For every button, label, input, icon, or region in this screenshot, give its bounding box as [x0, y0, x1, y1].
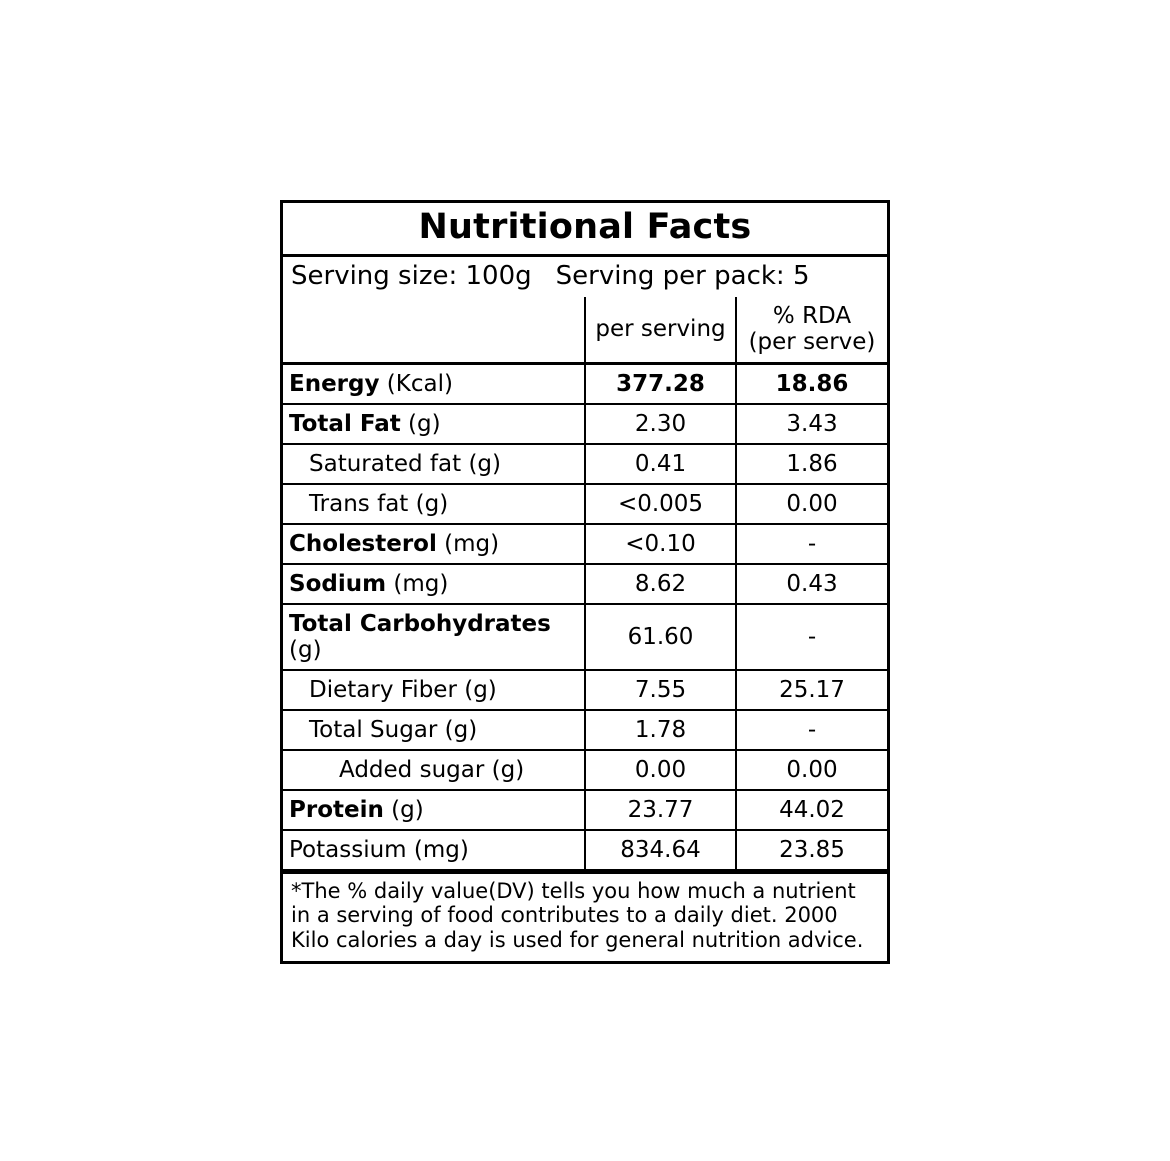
table-row — [283, 444, 887, 484]
nutrient-name-cell: Saturated fat (g) — [283, 444, 585, 484]
rda-value-cell: 0.00 — [736, 484, 887, 524]
nutrient-name-cell: Protein (g) — [283, 790, 585, 830]
nutrition-facts-panel — [280, 200, 890, 964]
header-per-serving: per serving — [585, 297, 736, 363]
per-serving-value-cell: 0.00 — [585, 750, 736, 790]
table-row — [283, 524, 887, 564]
nutrient-name-cell: Energy (Kcal) — [283, 363, 585, 404]
table-row — [283, 790, 887, 830]
nutrient-name-cell: Potassium (mg) — [283, 830, 585, 870]
rda-value-cell: 3.43 — [736, 404, 887, 444]
nutrition-table-body — [283, 297, 887, 870]
per-serving-value-cell: 1.78 — [585, 710, 736, 750]
per-serving-value-cell: 377.28 — [585, 363, 736, 404]
rda-value-cell: - — [736, 524, 887, 564]
table-row — [283, 363, 887, 404]
table-row — [283, 564, 887, 604]
table-row — [283, 670, 887, 710]
per-serving-value-cell: <0.005 — [585, 484, 736, 524]
rda-value-cell: - — [736, 710, 887, 750]
serving-size-text: Serving size: 100g — [291, 260, 532, 291]
per-serving-value-cell: 0.41 — [585, 444, 736, 484]
table-row — [283, 710, 887, 750]
nutrient-name-cell: Total Fat (g) — [283, 404, 585, 444]
per-serving-value-cell: 834.64 — [585, 830, 736, 870]
page-title: Nutritional Facts — [418, 207, 752, 247]
rda-value-cell: 0.00 — [736, 750, 887, 790]
rda-value-cell: 25.17 — [736, 670, 887, 710]
nutrient-name-cell: Added sugar (g) — [283, 750, 585, 790]
rda-value-cell: 0.43 — [736, 564, 887, 604]
serving-info-row — [283, 257, 887, 297]
nutrient-name-cell: Cholesterol (mg) — [283, 524, 585, 564]
nutrition-table — [283, 297, 887, 871]
nutrient-name-cell: Dietary Fiber (g) — [283, 670, 585, 710]
header-rda: % RDA (per serve) — [736, 297, 887, 363]
per-serving-value-cell: 23.77 — [585, 790, 736, 830]
per-serving-value-cell: <0.10 — [585, 524, 736, 564]
nutrient-name-cell: Total Sugar (g) — [283, 710, 585, 750]
per-serving-value-cell: 7.55 — [585, 670, 736, 710]
nutrient-name-cell: Sodium (mg) — [283, 564, 585, 604]
header-blank-cell — [283, 297, 585, 363]
table-row — [283, 484, 887, 524]
table-row — [283, 404, 887, 444]
per-serving-value-cell: 61.60 — [585, 604, 736, 670]
serving-per-pack-text: Serving per pack: 5 — [555, 260, 810, 291]
nutrient-name-cell: Total Carbohydrates (g) — [283, 604, 585, 670]
rda-value-cell: 44.02 — [736, 790, 887, 830]
rda-value-cell: 23.85 — [736, 830, 887, 870]
table-row — [283, 830, 887, 870]
table-header-row — [283, 297, 887, 363]
rda-value-cell: 1.86 — [736, 444, 887, 484]
table-row — [283, 750, 887, 790]
rda-value-cell: - — [736, 604, 887, 670]
per-serving-value-cell: 2.30 — [585, 404, 736, 444]
daily-value-footnote: *The % daily value(DV) tells you how much a nutrient in a serving of food contributes to a daily diet. 2000 Kilo calories a day is used for general nutrition advice. — [283, 871, 887, 961]
table-row — [283, 604, 887, 670]
per-serving-value-cell: 8.62 — [585, 564, 736, 604]
nutrient-name-cell: Trans fat (g) — [283, 484, 585, 524]
rda-value-cell: 18.86 — [736, 363, 887, 404]
